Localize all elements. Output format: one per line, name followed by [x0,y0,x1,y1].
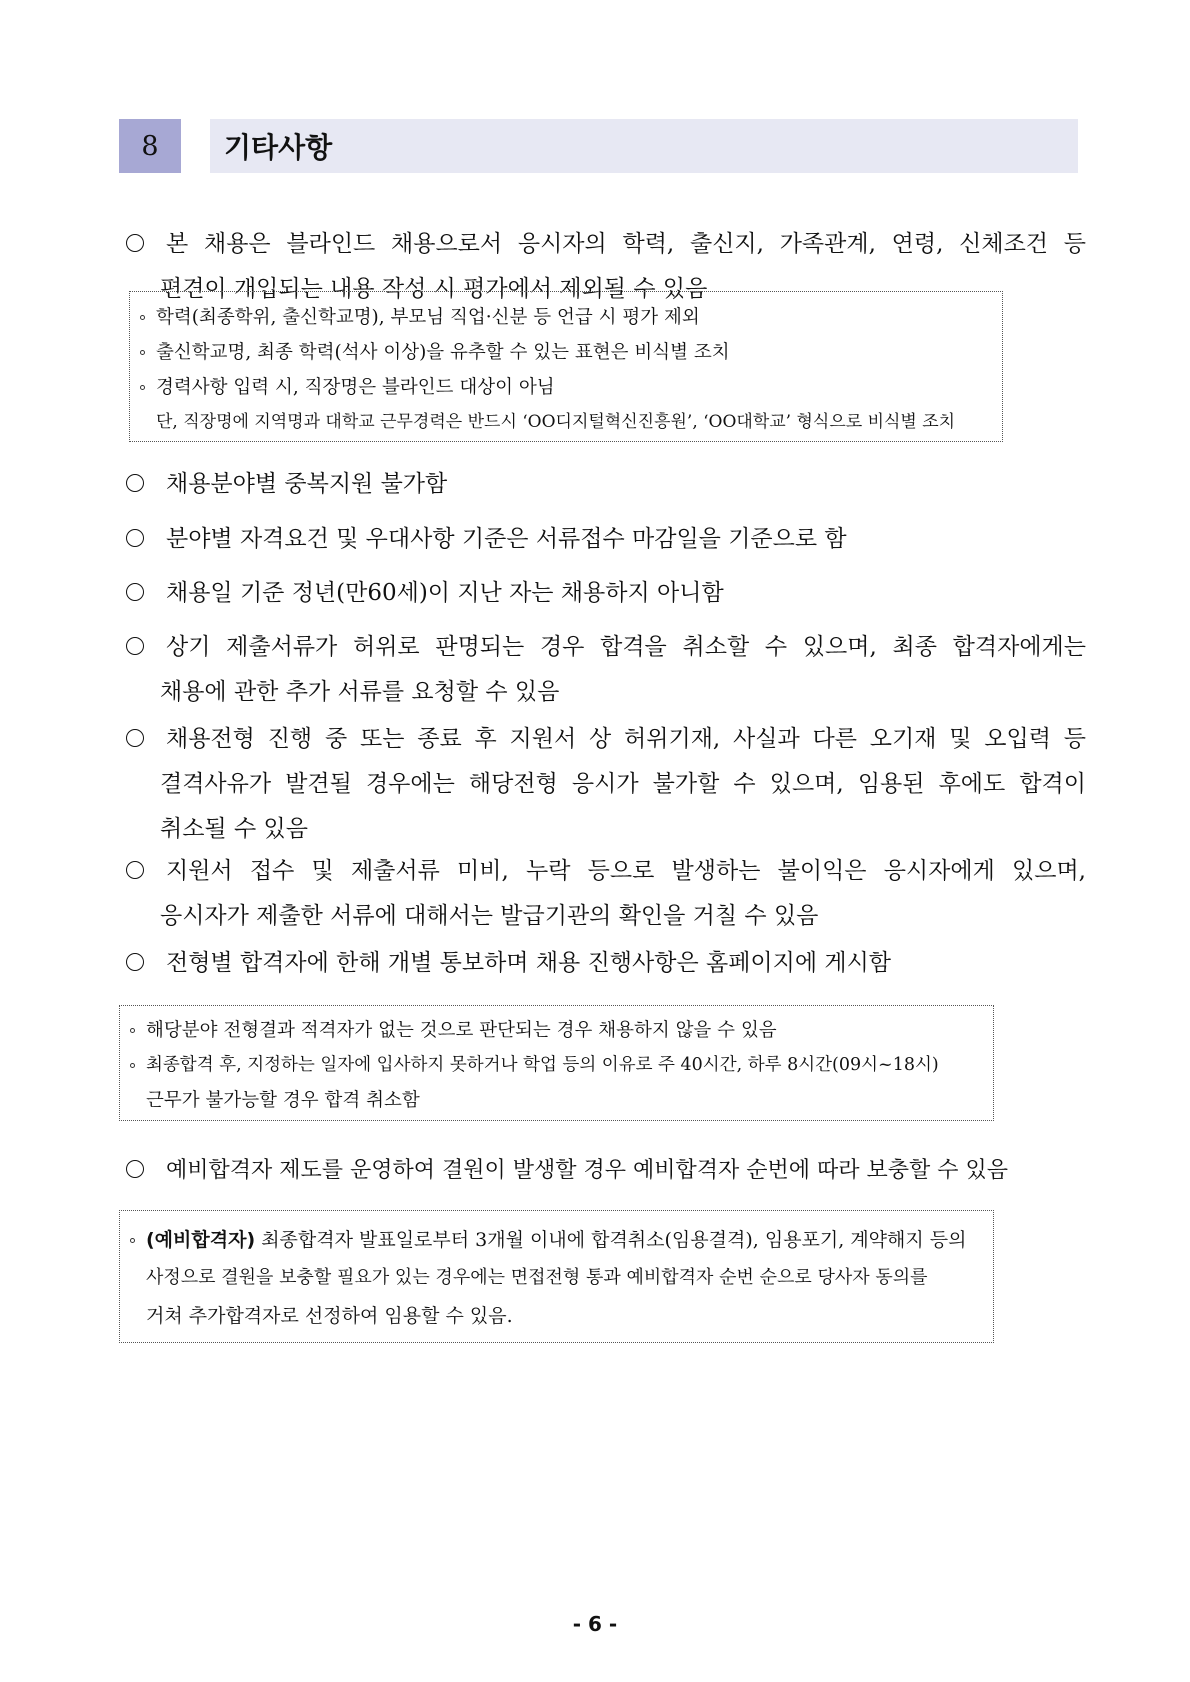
note-label: (예비합격자) [146,1229,256,1251]
section-header [119,119,1078,173]
small-circle-bullet-icon [140,385,145,390]
circle-bullet-icon [126,1160,144,1178]
small-circle-bullet-icon [140,315,145,320]
note-line: 해당분야 전형결과 적격자가 없는 것으로 판단되는 경우 채용하지 않을 수 있음 [146,1020,777,1041]
list-item [126,941,1086,986]
note-line: 출신학교명, 최종 학력(석사 이상)을 유추할 수 있는 표현은 비식별 조치 [156,342,730,363]
circle-bullet-icon [126,234,144,252]
item-line: 채용전형 진행 중 또는 종료 후 지원서 상 허위기재, 사실과 다른 오기재 및 오입력 등 [166,726,1086,752]
small-circle-bullet-icon [130,1028,135,1033]
circle-bullet-icon [126,861,144,879]
item-line: 채용분야별 중복지원 불가함 [166,471,448,497]
circle-bullet-icon [126,729,144,747]
item-line: 응시자가 제출한 서류에 대해서는 발급기관의 확인을 거칠 수 있음 [160,903,819,929]
item-line: 결격사유가 발견될 경우에는 해당전형 응시가 불가할 수 있으며, 임용된 후에도 합격이 [160,771,1086,797]
small-circle-bullet-icon [130,1238,135,1243]
note-line: 사정으로 결원을 보충할 필요가 있는 경우에는 면접전형 통과 예비합격자 순번 순으로 당사자 동의를 [146,1267,928,1288]
section-number: 8 [119,119,181,173]
section-title: 기타사항 [210,119,1078,173]
item-line: 채용에 관한 추가 서류를 요청할 수 있음 [160,679,560,705]
note-line: 근무가 불가능할 경우 합격 취소함 [146,1090,420,1111]
item-line: 예비합격자 제도를 운영하여 결원이 발생할 경우 예비합격자 순번에 따라 보충할 수 있음 [166,1158,1008,1183]
item-line: 상기 제출서류가 허위로 판명되는 경우 합격을 취소할 수 있으며, 최종 합격자에게는 [166,634,1086,660]
item-line: 채용일 기준 정년(만60세)이 지난 자는 채용하지 아니함 [166,580,724,606]
list-item [126,717,1086,852]
small-circle-bullet-icon [140,350,145,355]
list-item [126,462,1086,507]
small-circle-bullet-icon [130,1063,135,1068]
list-item [126,1148,1086,1193]
note-box [129,291,1003,442]
circle-bullet-icon [126,953,144,971]
note-line: 거쳐 추가합격자로 선정하여 임용할 수 있음. [146,1305,513,1327]
note-line: 학력(최종학위, 출신학교명), 부모님 직업·신분 등 언급 시 평가 제외 [156,307,700,328]
item-line: 지원서 접수 및 제출서류 미비, 누락 등으로 발생하는 불이익은 응시자에게 있으며, [166,858,1086,884]
item-line: 취소될 수 있음 [160,816,308,842]
page-number: - 6 - [572,1612,618,1636]
note-line: 최종합격자 발표일로부터 3개월 이내에 합격취소(임용결격), 임용포기, 계약해지 등의 [261,1229,967,1251]
circle-bullet-icon [126,529,144,547]
circle-bullet-icon [126,583,144,601]
circle-bullet-icon [126,474,144,492]
list-item [126,625,1086,715]
note-box [119,1210,994,1343]
note-box [119,1005,994,1121]
note-line: 단, 직장명에 지역명과 대학교 근무경력은 반드시 ‘OO디지털혁신진흥원’, ‘OO대학교’ 형식으로 비식별 조치 [156,412,956,432]
list-item [126,849,1086,939]
item-line: 분야별 자격요건 및 우대사항 기준은 서류접수 마감일을 기준으로 함 [166,526,847,552]
item-line: 전형별 합격자에 한해 개별 통보하며 채용 진행사항은 홈페이지에 게시함 [166,950,892,976]
circle-bullet-icon [126,637,144,655]
note-line: 경력사항 입력 시, 직장명은 블라인드 대상이 아님 [156,377,555,398]
item-line: 본 채용은 블라인드 채용으로서 응시자의 학력, 출신지, 가족관계, 연령, 신체조건 등 [126,222,1086,267]
item-line: 편견이 개입되는 내용 작성 시 평가에서 제외될 수 있음 [160,276,708,302]
note-line: 최종합격 후, 지정하는 일자에 입사하지 못하거나 학업 등의 이유로 주 40시간, 하루 8시간(09시~18시) [146,1055,939,1075]
list-item [126,517,1086,562]
list-item [126,571,1086,616]
